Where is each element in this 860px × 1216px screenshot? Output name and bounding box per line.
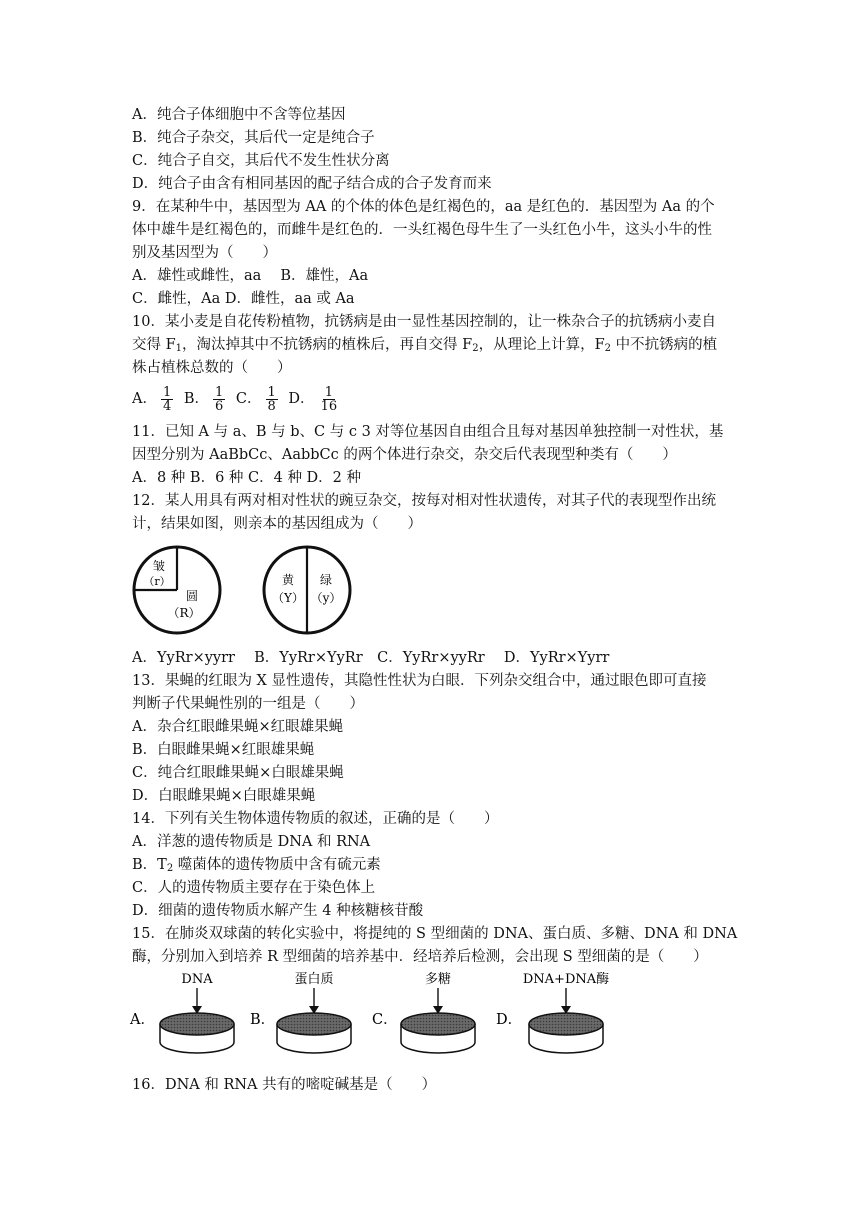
q13-stem-2: 判断子代果蝇性别的一组是（ ） [132, 696, 364, 712]
q9-stem-3: 别及基因型为（ ） [132, 245, 277, 261]
q13-option-c: C．纯合红眼雌果蝇×白眼雄果蝇 [132, 765, 344, 781]
q14-option-b-post: 噬菌体的遗传物质中含有硫元素 [173, 857, 381, 873]
pie2-yellow-gene: （Y） [272, 591, 304, 605]
q15-stem-1: 15．在肺炎双球菌的转化实验中，将提纯的 S 型细菌的 DNA、蛋白质、多糖、DNA 和 DNA [132, 926, 738, 942]
dish-c-label: 多糖 [424, 972, 452, 987]
q10-option-d: D． $\frac{1}{16}$ [288, 384, 338, 414]
q10-stem-2 [132, 334, 717, 356]
q14-option-b-sub: 2 [166, 863, 174, 874]
q10-stem-3: 株占植株总数的（ ） [132, 360, 292, 376]
dish-a-label: DNA [181, 972, 213, 987]
q10-stem-2b: ，淘汰掉其中不抗锈病的植株后，再自交得 F [182, 337, 473, 353]
dish-c-letter: C． [372, 1012, 398, 1028]
q14-option-b [132, 854, 381, 876]
q10-stem-2a: 交得 F [132, 337, 176, 353]
q12-pie-figure [130, 540, 370, 640]
pie1-round-label: 圆 [185, 589, 199, 603]
dish-a [129, 972, 234, 1053]
q11-options: A．8 种 B．6 种 C．4 种 D．2 种 [132, 470, 362, 486]
q10-stem-1: 10．某小麦是自花传粉植物，抗锈病是由一显性基因控制的，让一株杂合子的抗锈病小麦自 [132, 314, 716, 330]
q13-stem-1: 13．果蝇的红眼为 X 显性遗传，其隐性性状为白眼．下列杂交组合中，通过眼色即可直接 [132, 673, 707, 689]
q9-options-cd: C．雌性，Aa D．雌性，aa 或 Aa [132, 291, 355, 307]
q11-stem-1: 11．已知 A 与 a、B 与 b、C 与 c 3 对等位基因自由组合且每对基因单独控制一对性状，基 [132, 424, 724, 440]
q14-option-b-pre: B．T [132, 857, 167, 873]
dish-b-letter: B． [250, 1012, 276, 1028]
q15-dish-figure [128, 966, 628, 1066]
q9-stem-2: 体中雄牛是红褐色的，而雌牛是红色的．一头红褐色母牛生了一头红色小牛，这头小牛的性 [132, 222, 712, 238]
q10-sub-f2: 2 [472, 343, 479, 354]
q14-option-d: D．细菌的遗传物质水解产生 4 种核糖核苷酸 [132, 903, 424, 919]
q8-option-d: D．纯合子由含有相同基因的配子结合成的合子发育而来 [132, 176, 492, 192]
dish-a-letter: A． [130, 1012, 155, 1028]
q10-stem-2c: ，从理论上计算，F [478, 337, 605, 353]
pie2-green-gene: （y） [310, 591, 342, 605]
q9-stem-1: 9．在某种牛中，基因型为 AA 的个体的体色是红褐色的，aa 是红色的．基因型为 Aa 的个 [132, 199, 715, 215]
q12-options: A．YyRr×yyrr B．YyRr×YyRr C．YyRr×yyRr D．YyRr×Yyrr [132, 650, 610, 666]
dish-a-agar [160, 1013, 234, 1035]
pie2-yellow-label: 黄 [281, 573, 295, 587]
dish-c-agar [401, 1013, 475, 1035]
q10-option-b: B． $\frac{1}{6}$ [183, 384, 224, 414]
q8-option-b: B．纯合子杂交，其后代一定是纯合子 [132, 130, 375, 146]
q12-stem-1: 12．某人用具有两对相对性状的豌豆杂交，按每对相对性状遗传，对其子代的表现型作出统 [132, 493, 716, 509]
q16-stem: 16．DNA 和 RNA 共有的嘧啶碱基是（ ） [132, 1077, 437, 1093]
q8-option-a: A．纯合子体细胞中不含等位基因 [132, 107, 346, 123]
q13-option-a: A．杂合红眼雌果蝇×红眼雄果蝇 [132, 719, 344, 735]
pie1-wrinkled-label: 皱 [152, 559, 166, 573]
dish-b [250, 972, 351, 1053]
q10-option-a: A． $\frac{1}{4}$ [132, 384, 172, 414]
q8-option-c: C．纯合子自交，其后代不发生性状分离 [132, 153, 390, 169]
dish-d [496, 972, 609, 1053]
pie1-round-gene: （R） [167, 606, 201, 620]
q10-option-c: C． $\frac{1}{8}$ [235, 384, 276, 414]
dish-d-agar [529, 1013, 603, 1035]
dish-b-agar [277, 1013, 351, 1035]
q12-stem-2: 计，结果如图，则亲本的基因组成为（ ） [132, 516, 422, 532]
q13-option-b: B．白眼雌果蝇×红眼雄果蝇 [132, 742, 315, 758]
q11-stem-2: 因型分别为 AaBbCc、AabbCc 的两个体进行杂交，杂交后代表现型种类有（ ） [132, 447, 677, 463]
q10-options [132, 384, 345, 414]
q15-stem-2: 酶，分别加入到培养 R 型细菌的培养基中．经培养后检测，会出现 S 型细菌的是（ ） [132, 949, 708, 965]
q9-options-ab: A．雄性或雌性，aa B．雄性，Aa [132, 268, 369, 284]
dish-d-label: DNA+DNA酶 [522, 972, 610, 987]
q14-option-a: A．洋葱的遗传物质是 DNA 和 RNA [132, 834, 371, 850]
dish-c [372, 971, 475, 1053]
dish-b-label: 蛋白质 [294, 972, 334, 987]
pie2-green-label: 绿 [319, 573, 333, 587]
q13-option-d: D．白眼雌果蝇×白眼雄果蝇 [132, 788, 316, 804]
dish-d-letter: D． [496, 1012, 523, 1028]
q14-option-c: C．人的遗传物质主要存在于染色体上 [132, 880, 376, 896]
q10-sub-f1: 1 [175, 343, 183, 354]
q14-stem: 14．下列有关生物体遗传物质的叙述，正确的是（ ） [132, 811, 499, 827]
q10-sub-f2b: 2 [604, 343, 612, 354]
pie1-wrinkled-gene: （r） [143, 575, 171, 588]
q10-stem-2d: 中不抗锈病的植 [611, 337, 718, 353]
